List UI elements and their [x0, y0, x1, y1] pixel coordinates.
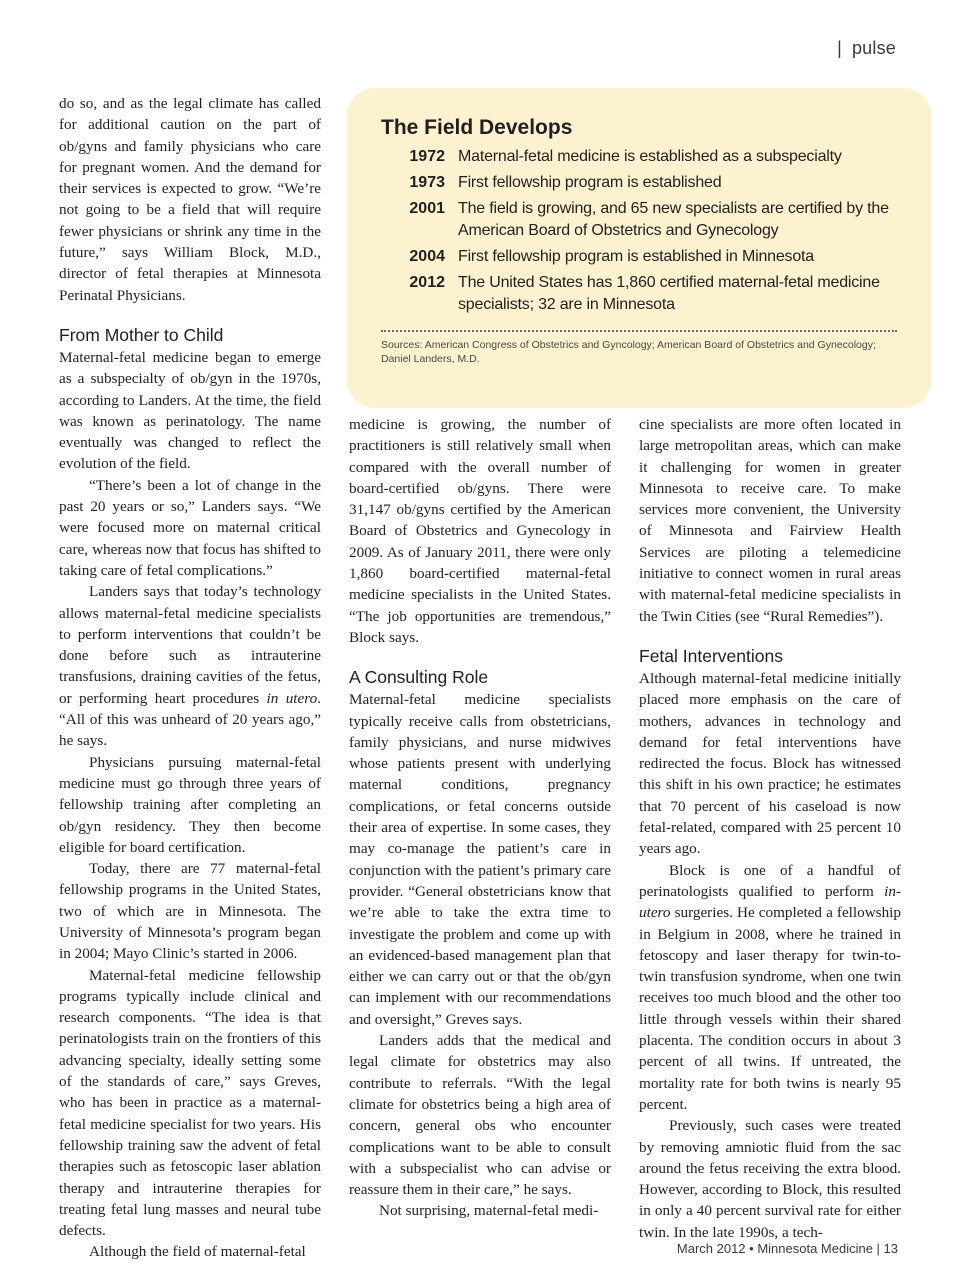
column-right [639, 414, 901, 1243]
dotted-divider [381, 330, 897, 332]
paragraph [59, 581, 321, 751]
paragraph: Today, there are 77 maternal-fetal fellowship programs in the United States, two of which are in Minnesota. The University of Minnesota’s program began in 2004; Mayo Clinic’s started in 2006. [59, 860, 321, 963]
paragraph: do so, and as the legal climate has called for additional caution on the part of ob/gyns and family physicians who care for pregnant women. And the demand for their services is expected to grow. “We’re not going to be a field that will require fewer physicians or shrink any time in the future,” says William Block, M.D., director of fetal therapies at Minnesota Perinatal Physicians. [59, 95, 321, 304]
paragraph [639, 860, 901, 1116]
timeline-text: First fellowship program is established in Minnesota [458, 248, 814, 265]
field-develops-sidebar [347, 88, 931, 408]
timeline-row [381, 246, 897, 268]
sidebar-title: The Field Develops [381, 116, 573, 139]
subhead-consulting-role: A Consulting Role [349, 667, 489, 688]
timeline-text: The United States has 1,860 certified maternal-fetal medicine specialists; 32 are in Minnesota [458, 274, 880, 313]
paragraph: Although maternal-fetal medicine initially placed more emphasis on the care of mothers, advances in technology and demand for fetal interventions have redirected the focus. Block has witnessed this shift in his own practice; he estimates that 70 percent of his caseload is now fetal-related, compared with 25 percent 10 years ago. [639, 669, 901, 858]
timeline-row [381, 146, 897, 168]
header-divider: | [837, 38, 842, 58]
timeline-year: 2001 [409, 200, 445, 217]
paragraph: Previously, such cases were treated by removing amniotic fluid from the sac around the fetus receiving the extra blood. However, according to Block, this resulted in only a 40 percent survival rate for either twin. In the late 1990s, a tech- [639, 1117, 901, 1241]
timeline-text: First fellowship program is established [458, 174, 722, 191]
page-footer: March 2012 • Minnesota Medicine | 13 [676, 1241, 898, 1256]
timeline-row [381, 272, 897, 316]
text-run: Block is one of a handful of perinatologists qualified to perform [639, 861, 901, 900]
paragraph: Maternal-fetal medicine specialists typically receive calls from obstetricians, family physicians, and nurse midwives whose patients present with underlying maternal conditions, pregnancy complications, or fetal concerns outside their area of expertise. In some cases, they may co-manage the patient’s care in conjunction with the patient’s primary care provider. “General obstetricians know that we’re able to take the extra time to investigate the problem and come up with an evidenced-based management plan that either we can carry out or that the ob/gyn can implement with our recommendations and oversight,” Greves says. [349, 691, 611, 1028]
column-left [59, 93, 321, 1263]
timeline-row [381, 172, 897, 194]
column-middle [349, 414, 611, 1222]
timeline-text: Maternal-fetal medicine is established as a subspecialty [458, 148, 842, 165]
italic-term: in-utero [639, 882, 901, 922]
paragraph: “There’s been a lot of change in the past 20 years or so,” Landers says. “We were focused more on maternal critical care, whereas now that focus has shifted to taking care of fetal complications.” [59, 476, 321, 579]
text-run: Landers says that today’s technology allows maternal-fetal medicine specialists to perform interventions that couldn’t be done before such as intrauterine transfusions, draining cavities of the fetus, or performing heart procedures [59, 583, 321, 707]
text-run: surgeries. He completed a fellowship in Belgium in 2008, where he trained in fetoscopy and laser therapy for twin-to-twin transfusion syndrome, when one twin receives too much blood and the other too little through vessels within their shared placenta. The condition occurs in about 3 percent of all twins. If untreated, the mortality rate for both twins is nearly 95 percent. [639, 904, 901, 1113]
italic-term: in utero [266, 689, 318, 707]
sources-note: Sources: American Congress of Obstetrics and Gyncology; American Board of Obstetrics and Gynecology; Daniel Landers, M.D. [381, 339, 876, 365]
paragraph: Not surprising, maternal-fetal medi- [379, 1202, 599, 1220]
paragraph: medicine is growing, the number of practitioners is still relatively small when compared with the overall number of board-certified ob/gyns. There were 31,147 ob/gyns certified by the American Board of Obstetrics and Gynecology in 2009. As of January 2011, there were only 1,860 board-certified maternal-fetal medicine specialists in the United States. “The job opportunities are tremendous,” Block says. [349, 416, 611, 646]
paragraph: Physicians pursuing maternal-fetal medicine must go through three years of fellowship training after completing an ob/gyn residency. They then become eligible for board certification. [59, 753, 321, 856]
text-run: . “All of this was unheard of 20 years ago,” he says. [59, 689, 321, 750]
timeline-row [381, 198, 897, 242]
subhead-fetal-interventions: Fetal Interventions [639, 645, 783, 666]
paragraph: Although the field of maternal-fetal [89, 1243, 306, 1261]
section-name: pulse [851, 38, 896, 58]
timeline [381, 146, 897, 316]
paragraph: Maternal-fetal medicine began to emerge as a subspecialty of ob/gyn in the 1970s, according to Landers. At the time, the field was known as perinatology. The name eventually was changed to reflect the evolution of the field. [59, 348, 321, 473]
section-tag [837, 38, 896, 59]
timeline-year: 1972 [409, 148, 445, 165]
timeline-text: The field is growing, and 65 new specialists are certified by the American Board of Obstetrics and Gynecology [458, 200, 889, 239]
timeline-year: 1973 [409, 174, 445, 191]
paragraph: Maternal-fetal medicine fellowship programs typically include clinical and research components. “The idea is that perinatologists train on the frontiers of this advancing specialty, ideally setting some of the standards of care,” says Greves, who has been in practice as a maternal-fetal medicine specialist for two years. His fellowship training saw the advent of fetal therapies such as fetoscopic laser ablation therapy and intrauterine therapies for treating fetal lung masses and neural tube defects. [59, 966, 321, 1240]
timeline-year: 2012 [409, 274, 445, 291]
timeline-year: 2004 [409, 248, 445, 265]
subhead-from-mother-to-child: From Mother to Child [59, 324, 224, 345]
paragraph: Landers adds that the medical and legal climate for obstetrics may also contribute to referrals. “With the legal climate for obstetrics being a high area of concern, general obs who encounter complications want to be able to consult with a subspecialist who can advise or reassure them in their care,” he says. [349, 1032, 611, 1199]
paragraph: cine specialists are more often located in large metropolitan areas, which can make it challenging for women in greater Minnesota to receive care. To make services more convenient, the University of Minnesota and Fairview Health Services are piloting a telemedicine initiative to connect women in rural areas with maternal-fetal medicine specialists in the Twin Cities (see “Rural Remedies”). [639, 416, 901, 625]
